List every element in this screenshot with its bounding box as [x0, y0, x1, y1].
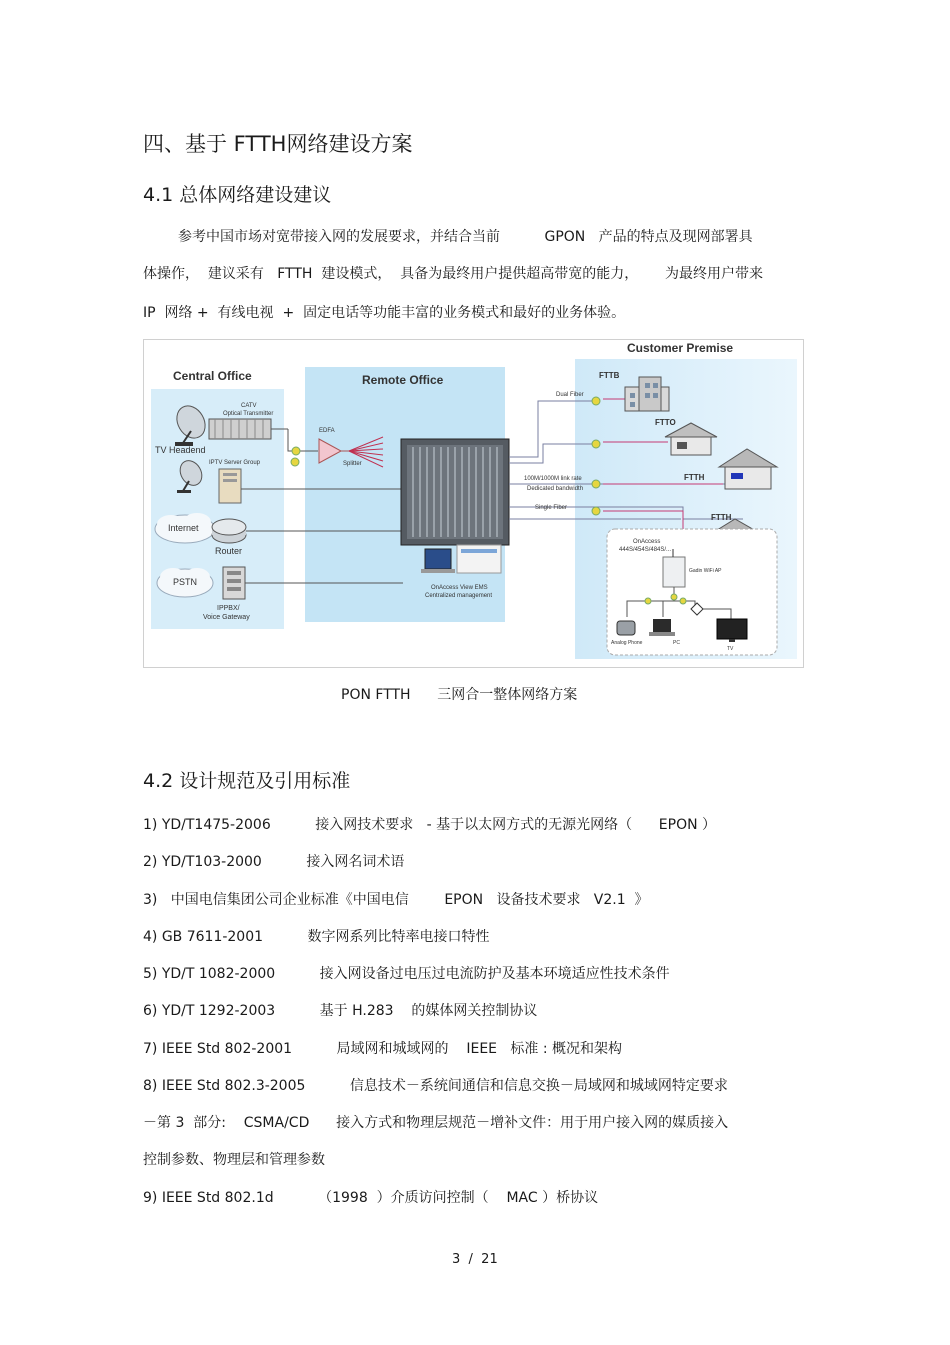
section-number: 4.2 [143, 770, 174, 792]
voice-gateway-label: Voice Gateway [203, 614, 250, 621]
iptv-server-label: IPTV Server Group [209, 460, 261, 466]
figure-caption: PON FTTH 三网合一整体网络方案 [341, 687, 578, 703]
remote-office-label: Remote Office [362, 373, 444, 387]
ftth-label-2: FTTH [711, 513, 732, 522]
standard-item: 3) 中国电信集团公司企业标准《中国电信 EPON 设备技术要求 V2.1 》 [143, 892, 649, 908]
tv-icon [717, 619, 747, 642]
standard-item: 1) YD/T1475-2006 接入网技术要求 - 基于以太网方式的无源光网络（ EPON ） [143, 817, 717, 833]
standard-item: 8) IEEE Std 802.3-2005 信息技术－系统间通信和信息交换－局域网和城域网特定要求 [143, 1078, 728, 1094]
section-number: 4.1 [143, 184, 174, 206]
edfa-label: EDFA [319, 428, 335, 434]
onaccess-label-2: 444S/454S/484S/... [619, 547, 672, 553]
section-heading-4-1 [143, 180, 331, 207]
ftth-label-1: FTTH [684, 473, 705, 482]
tv-label: TV [727, 646, 734, 652]
standard-item: 4) GB 7611-2001 数字网系列比特率电接口特性 [143, 929, 490, 945]
intro-line-3: IP 网络 + 有线电视 + 固定电话等功能丰富的业务模式和最好的业务体验。 [143, 305, 626, 321]
router-icon [212, 519, 246, 543]
fttb-label: FTTB [599, 371, 620, 380]
dedicated-bandwidth-label: Dedicated bandwidth [527, 486, 584, 492]
catv-label: CATV [241, 403, 257, 409]
pstn-label: PSTN [173, 577, 198, 587]
single-fiber-label: Single Fiber [535, 505, 568, 511]
ems-label-1: OnAccess View EMS [431, 585, 488, 591]
connector-icon [592, 397, 600, 405]
optical-transmitter-icon [209, 419, 271, 439]
central-office-label: Central Office [173, 369, 252, 383]
ftto-label: FTTO [655, 418, 676, 427]
standard-item-continued: 控制参数、物理层和管理参数 [143, 1152, 325, 1168]
onaccess-label-1: OnAccess [633, 539, 661, 545]
ems-workstation-icon [421, 545, 501, 573]
internet-label: Internet [168, 523, 199, 533]
connector-icon [671, 594, 677, 600]
router-label: Router [215, 546, 243, 556]
ems-label-2: Centralized management [425, 593, 493, 599]
olt-chassis-icon [401, 439, 509, 545]
connector-icon [592, 440, 600, 448]
connector-icon [592, 480, 600, 488]
link-rate-label: 100M/1000M link rate [524, 476, 582, 482]
wifi-ap-label: Gadin WiFi AP [689, 568, 722, 574]
standard-item: 6) YD/T 1292-2003 基于 H.283 的媒体网关控制协议 [143, 1003, 538, 1019]
ippbx-label: IPPBX/ [217, 605, 240, 612]
standard-item-continued: －第 3 部分: CSMA/CD 接入方式和物理层规范－增补文件：用于用户接入网的媒质接入 [143, 1115, 729, 1131]
optical-transmitter-label: Optical Transmitter [223, 411, 274, 417]
server-icon [219, 469, 241, 503]
tv-headend-label: TV Headend [155, 445, 206, 455]
intro-line-2: 体操作， 建议采有 FTTH 建设模式， 具备为最终用户提供超高带宽的能力， 为最终用户带来 [143, 266, 763, 282]
standard-item: 9) IEEE Std 802.1d （1998 ）介质访问控制（ MAC ）桥协议 [143, 1190, 599, 1206]
standard-item: 5) YD/T 1082-2000 接入网设备过电压过电流防护及基本环境适应性技术条件 [143, 966, 670, 982]
analog-phone-label: Analog Phone [611, 640, 643, 646]
pc-label: PC [673, 640, 680, 646]
ippbx-icon [223, 567, 245, 599]
splitter-label: Splitter [343, 461, 362, 467]
section-title: 总体网络建设建议 [179, 184, 332, 206]
page-heading: 四、基于 FTTH网络建设方案 [143, 132, 413, 156]
customer-premise-label: Customer Premise [627, 341, 734, 355]
connector-icon [645, 598, 651, 604]
connector-icon [291, 458, 299, 466]
page-number: 3 / 21 [452, 1252, 498, 1267]
intro-line-1: 参考中国市场对宽带接入网的发展要求，并结合当前 GPON 产品的特点及现网部署具 [178, 229, 753, 245]
section-title: 设计规范及引用标准 [179, 770, 351, 792]
connector-icon [292, 447, 300, 455]
ftth-network-diagram [143, 339, 804, 668]
standard-item: 2) YD/T103-2000 接入网名词术语 [143, 854, 405, 870]
connector-icon [592, 507, 600, 515]
standard-item: 7) IEEE Std 802-2001 局域网和城域网的 IEEE 标准 : 概况和架构 [143, 1041, 622, 1057]
phone-icon [617, 621, 635, 635]
section-heading-4-2 [143, 766, 350, 793]
dual-fiber-label: Dual Fiber [556, 392, 584, 398]
connector-icon [680, 598, 686, 604]
